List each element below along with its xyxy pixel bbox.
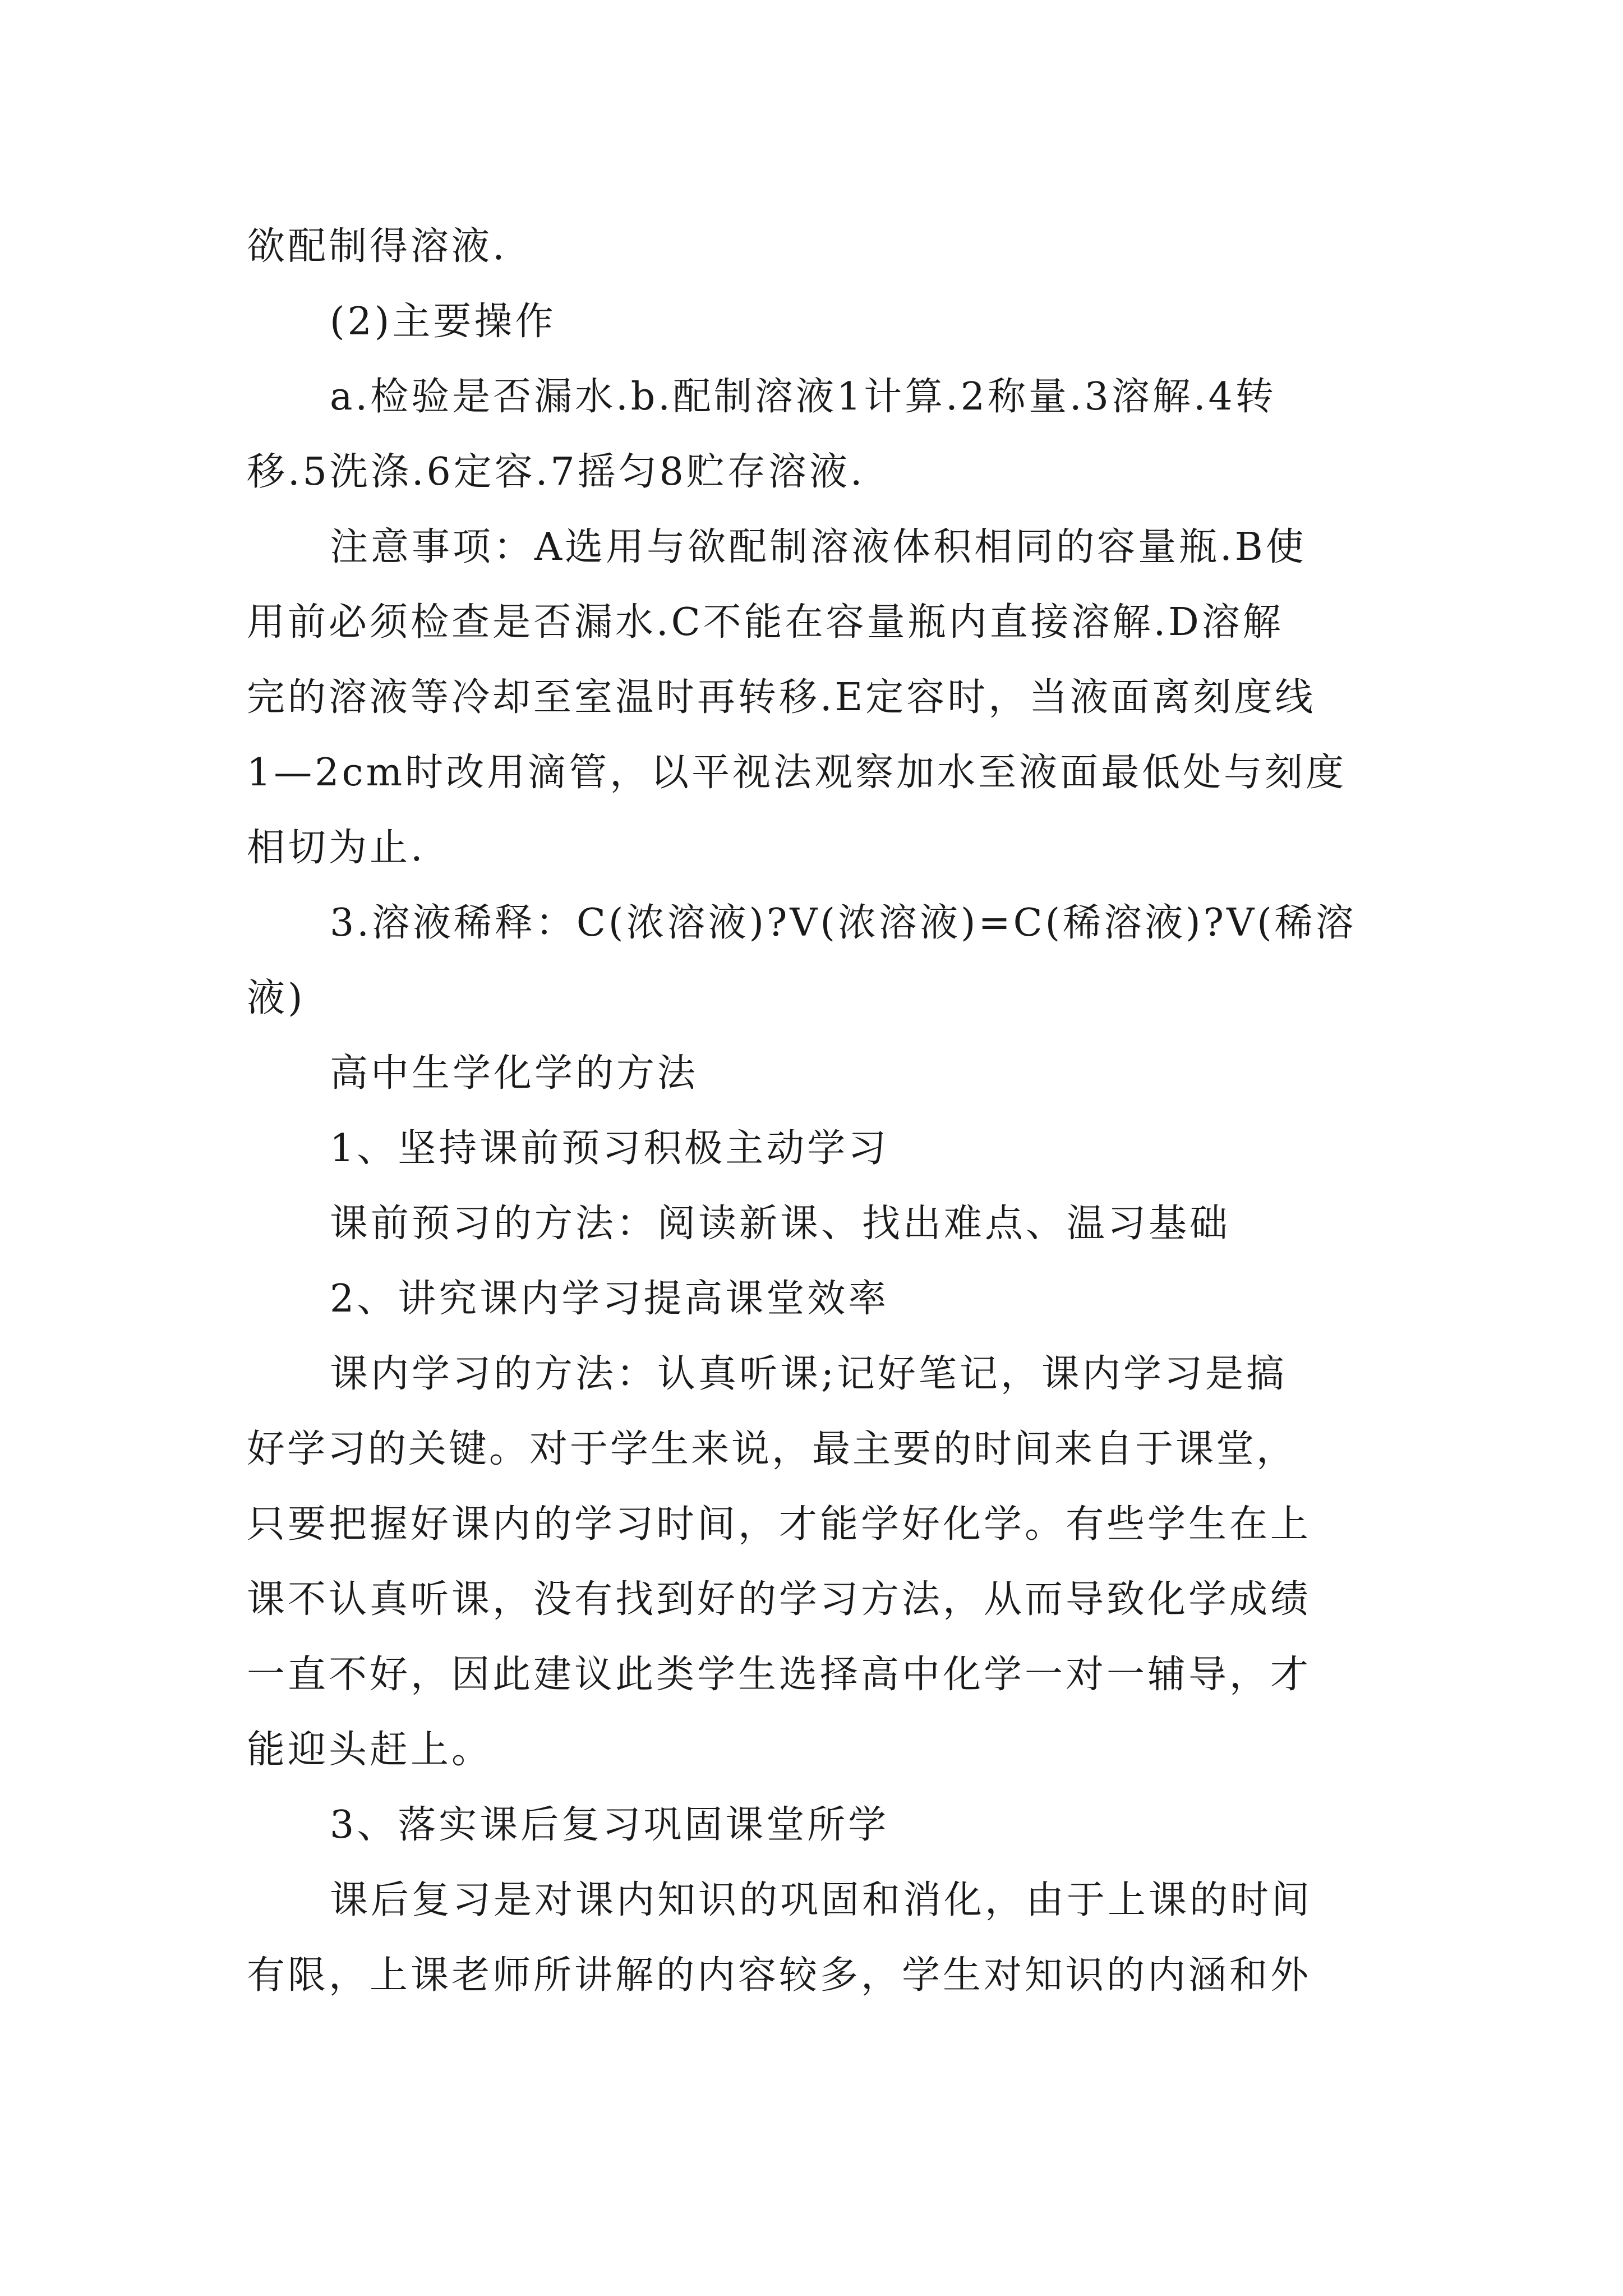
text-line: 课内学习的方法：认真听课;记好笔记，课内学习是搞 — [330, 1352, 1287, 1396]
text-line: 注意事项：A选用与欲配制溶液体积相同的容量瓶.B使 — [330, 525, 1307, 569]
subheading: 3、落实课后复习巩固课堂所学 — [330, 1803, 889, 1847]
text-line: 能迎头赶上。 — [247, 1728, 493, 1772]
text-line: 有限，上课老师所讲解的内容较多，学生对知识的内涵和外 — [247, 1953, 1312, 1998]
text-line: 一直不好，因此建议此类学生选择高中化学一对一辅导，才 — [247, 1653, 1312, 1697]
text-line: 好学习的关键。对于学生来说，最主要的时间来自于课堂， — [247, 1427, 1297, 1471]
text-line: 3.溶液稀释：C(浓溶液)?V(浓溶液)=C(稀溶液)?V(稀溶 — [330, 901, 1357, 945]
text-line: 课后复习是对课内知识的巩固和消化，由于上课的时间 — [330, 1878, 1313, 1922]
text-line: 液) — [247, 976, 306, 1020]
text-line: 用前必须检查是否漏水.C不能在容量瓶内直接溶解.D溶解 — [247, 600, 1284, 645]
text-line: 移.5洗涤.6定容.7摇匀8贮存溶液. — [247, 450, 865, 494]
subheading: 1、坚持课前预习积极主动学习 — [330, 1126, 889, 1171]
text-line: 完的溶液等冷却至室温时再转移.E定容时，当液面离刻度线 — [247, 675, 1316, 720]
text-line: (2)主要操作 — [330, 300, 556, 344]
text-line: 课不认真听课，没有找到好的学习方法，从而导致化学成绩 — [247, 1577, 1312, 1622]
subheading: 2、讲究课内学习提高课堂效率 — [330, 1277, 889, 1321]
text-line: 课前预习的方法：阅读新课、找出难点、温习基础 — [330, 1202, 1231, 1246]
text-line: 欲配制得溶液. — [247, 224, 508, 269]
text-line: 1—2cm时改用滴管，以平视法观察加水至液面最低处与刻度 — [247, 751, 1347, 795]
document-body — [247, 209, 1385, 2013]
text-line: 相切为止. — [247, 826, 426, 870]
text-line: a.检验是否漏水.b.配制溶液1计算.2称量.3溶解.4转 — [330, 375, 1276, 419]
text-line: 只要把握好课内的学习时间，才能学好化学。有些学生在上 — [247, 1502, 1312, 1547]
section-heading: 高中生学化学的方法 — [330, 1051, 699, 1096]
